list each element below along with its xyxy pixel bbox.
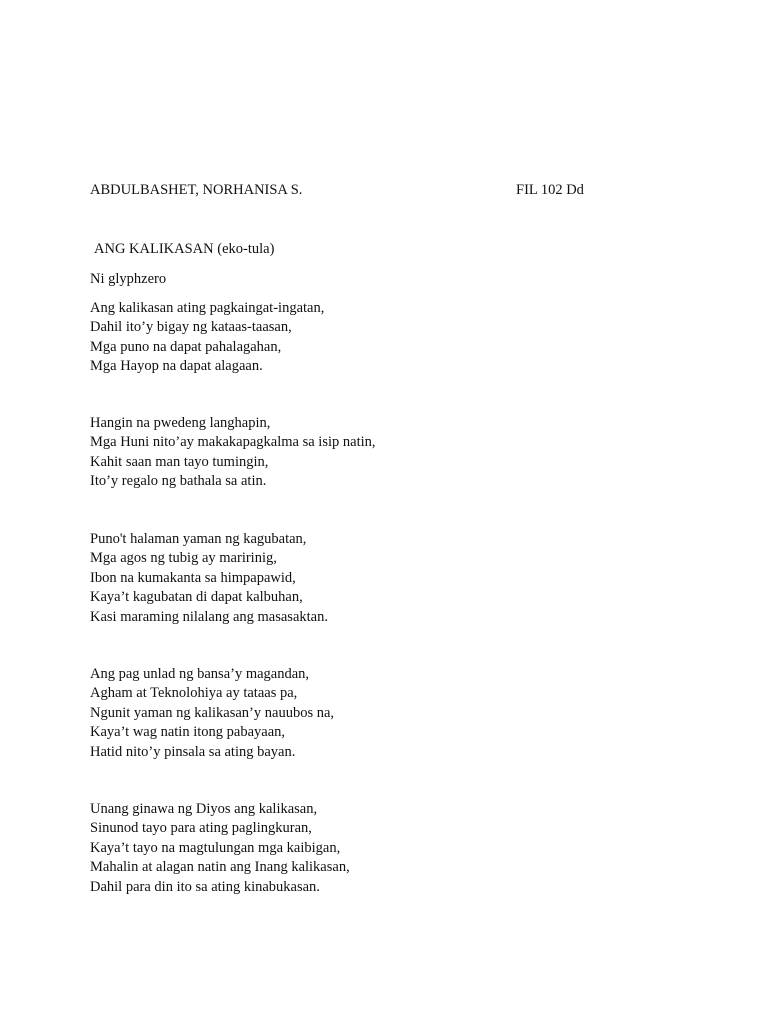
poem-title: ANG KALIKASAN (eko-tula) <box>94 241 275 257</box>
poem-line: Kaya’t tayo na magtulungan mga kaibigan, <box>90 839 341 856</box>
poem-line: Ang kalikasan ating pagkaingat-ingatan, <box>90 300 325 316</box>
poem-line: Mga puno na dapat pahalagahan, <box>90 338 282 355</box>
poem-line: Ngunit yaman ng kalikasan’y nauubos na, <box>90 704 335 721</box>
stanza-5 <box>90 800 350 897</box>
poem-author: Ni glyphzero <box>90 271 167 287</box>
poem-line: Unang ginawa ng Diyos ang kalikasan, <box>90 801 318 817</box>
course-code: FIL 102 Dd <box>516 182 584 198</box>
poem-line: Kaya’t kagubatan di dapat kalbuhan, <box>90 589 303 606</box>
poem-line: Mahalin at alagan natin ang Inang kalikasan, <box>90 859 350 876</box>
poem-line: Kahit saan man tayo tumingin, <box>90 453 269 470</box>
poem-line: Dahil para din ito sa ating kinabukasan. <box>90 878 320 895</box>
poem-line: Hangin na pwedeng langhapin, <box>90 415 271 431</box>
stanza-1 <box>90 299 324 377</box>
poem-line: Ito’y regalo ng bathala sa atin. <box>90 473 267 490</box>
poem-line: Puno't halaman yaman ng kagubatan, <box>90 531 307 547</box>
stanza-2 <box>90 414 376 492</box>
poem-line: Mga Huni nito’ay makakapagkalma sa isip natin, <box>90 434 376 451</box>
poem-line: Kaya’t wag natin itong pabayaan, <box>90 724 286 741</box>
poem-line: Sinunod tayo para ating paglingkuran, <box>90 820 312 837</box>
poem-line: Kasi maraming nilalang ang masasaktan. <box>90 608 328 625</box>
poem-line: Agham at Teknolohiya ay tataas pa, <box>90 685 298 702</box>
poem-line: Ibon na kumakanta sa himpapawid, <box>90 569 296 586</box>
poem-line: Mga Hayop na dapat alagaan. <box>90 358 263 375</box>
poem-line: Mga agos ng tubig ay maririnig, <box>90 550 277 567</box>
student-name: ABDULBASHET, NORHANISA S. <box>90 182 303 198</box>
poem-line: Hatid nito’y pinsala sa ating bayan. <box>90 743 296 760</box>
poem-line: Dahil ito’y bigay ng kataas-taasan, <box>90 319 292 336</box>
poem-line: Ang pag unlad ng bansa’y magandan, <box>90 666 310 682</box>
stanza-4 <box>90 665 334 762</box>
stanza-3 <box>90 530 328 627</box>
